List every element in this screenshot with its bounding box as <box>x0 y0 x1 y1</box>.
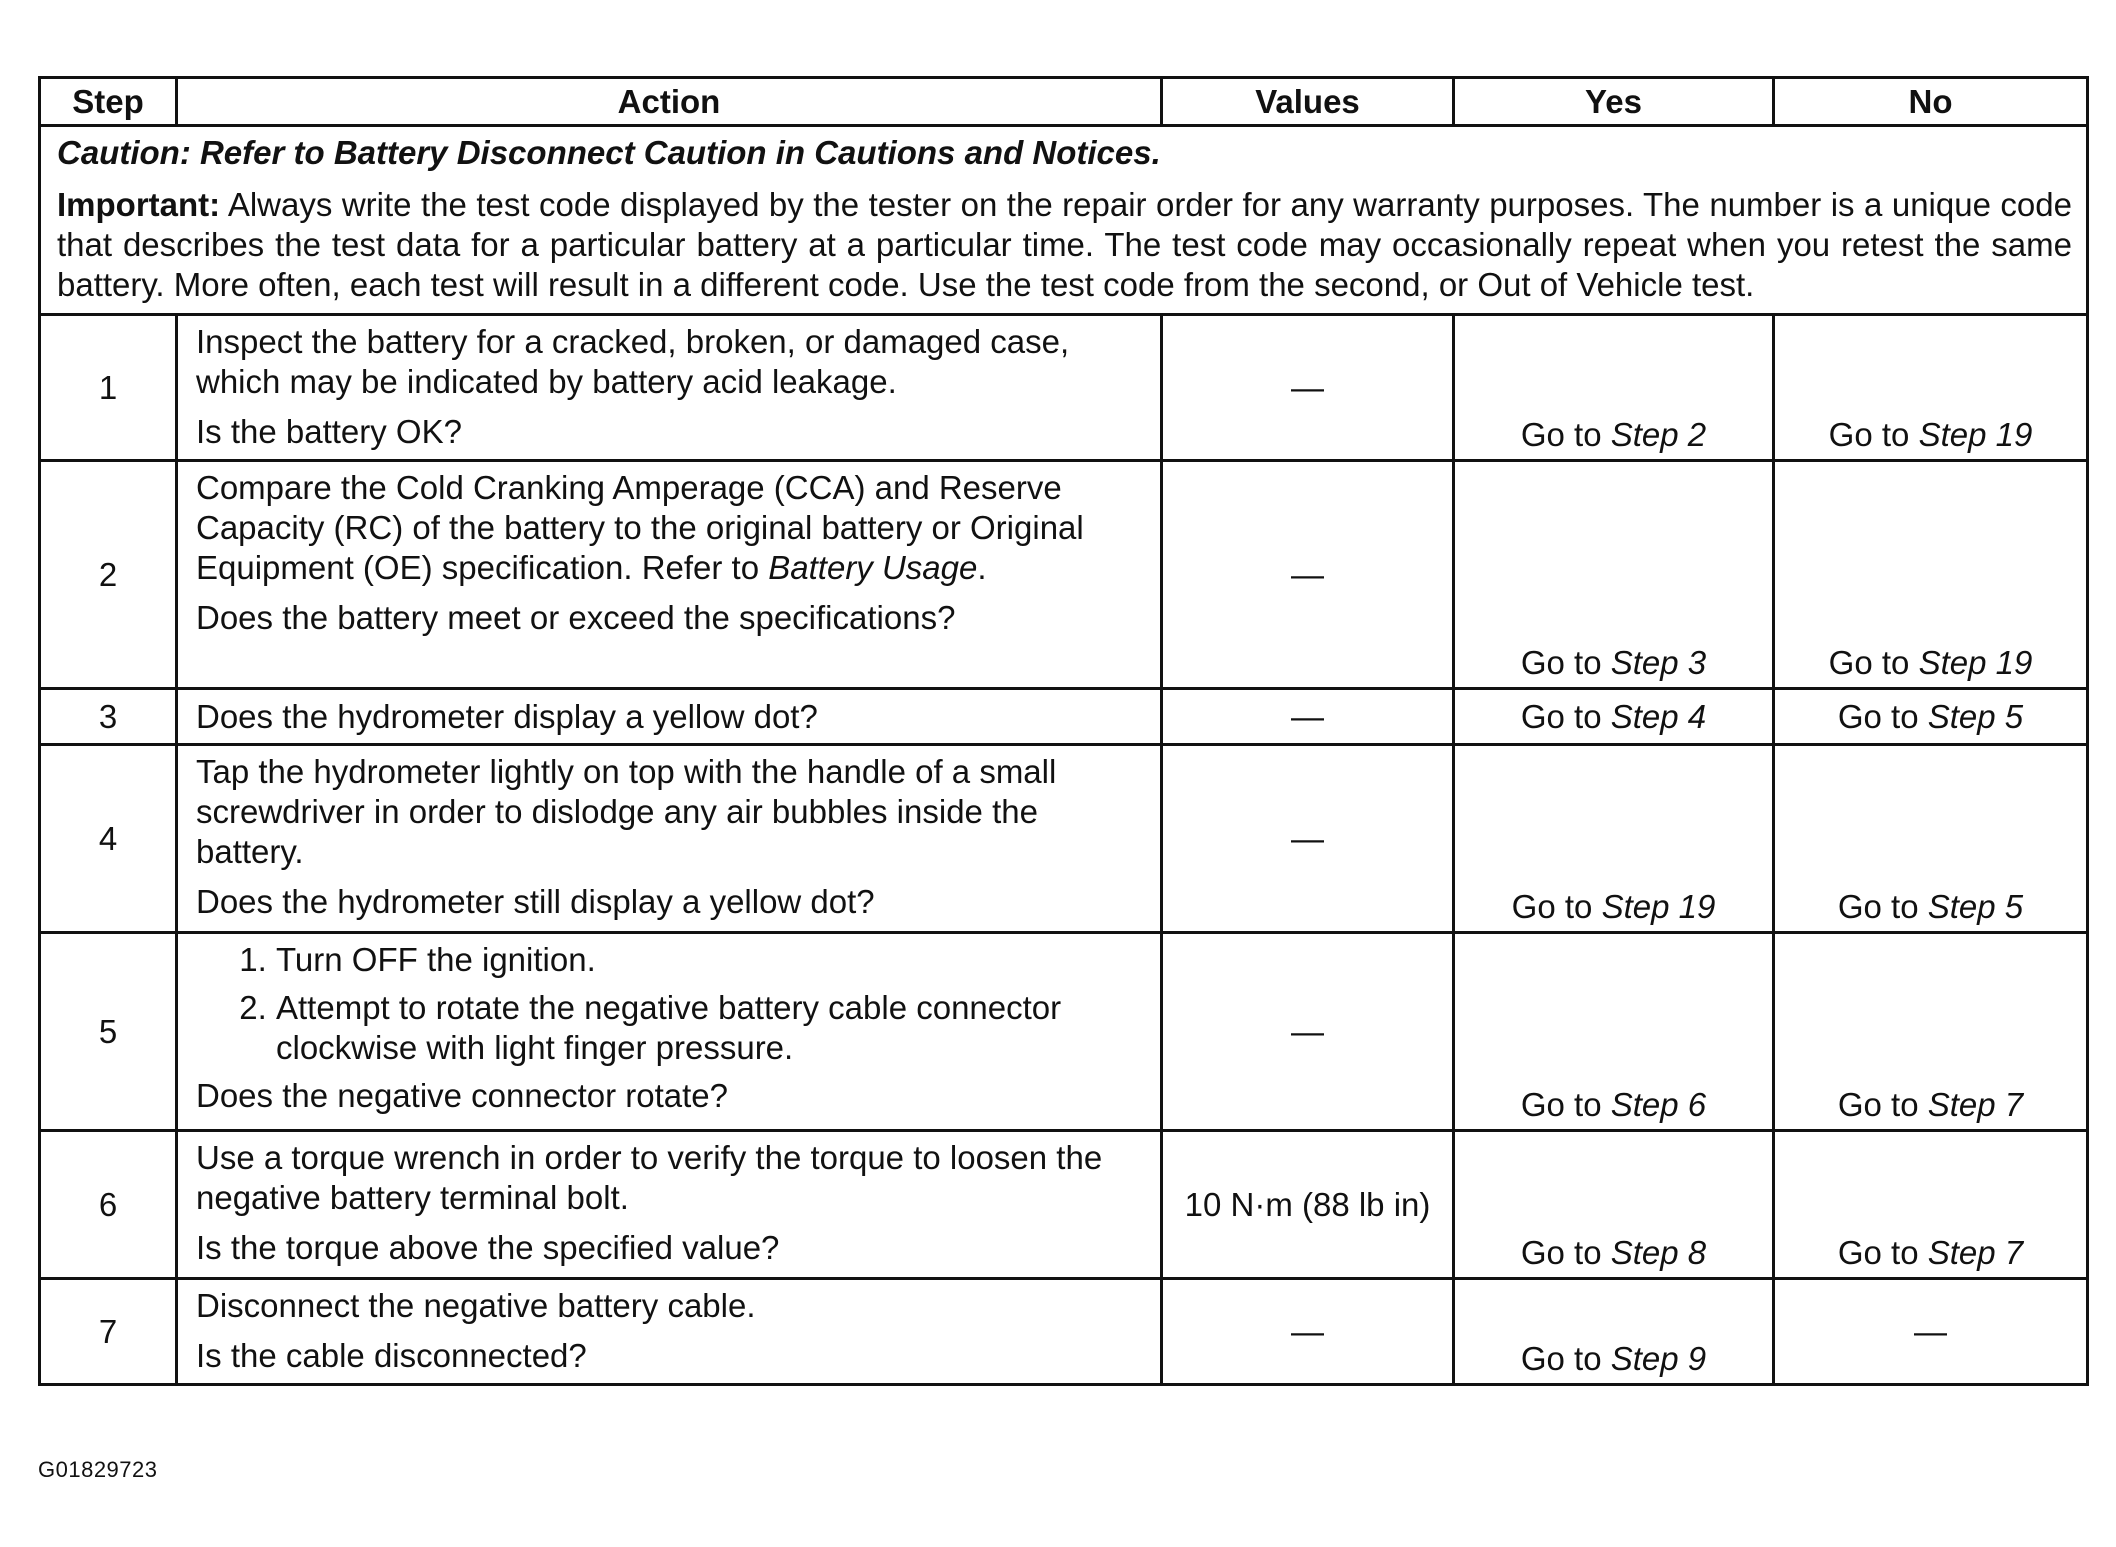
action-question: Is the torque above the specified value? <box>196 1229 780 1266</box>
go-to-prefix: Go to <box>1837 1234 1919 1271</box>
header-yes: Yes <box>1454 78 1774 126</box>
go-to-prefix: Go to <box>1837 888 1919 925</box>
header-row <box>40 78 2088 126</box>
yes-cell <box>1454 1279 1774 1385</box>
no-cell <box>1774 1131 2088 1279</box>
values-cell: 10 N·m (88 lb in) <box>1162 1131 1454 1279</box>
values-cell: — <box>1162 315 1454 461</box>
values-cell: — <box>1162 1279 1454 1385</box>
action-cell <box>177 689 1162 745</box>
go-to-prefix: Go to <box>1828 416 1910 453</box>
no-step-ref: Step 19 <box>1918 644 2033 681</box>
table-row <box>40 933 2088 1131</box>
yes-cell <box>1454 1131 1774 1279</box>
important-label: Important: <box>57 186 221 223</box>
yes-step-ref: Step 19 <box>1601 888 1716 925</box>
important-note <box>57 185 2072 305</box>
values-cell: — <box>1162 689 1454 745</box>
no-cell <box>1774 689 2088 745</box>
yes-step-ref: Step 9 <box>1610 1340 1707 1377</box>
no-cell <box>1774 933 2088 1131</box>
header-step: Step <box>40 78 177 126</box>
intro-row <box>40 126 2088 315</box>
action-text: Use a torque wrench in order to verify the torque to loosen the negative battery terminal bolt. <box>196 1139 1103 1216</box>
no-cell <box>1774 745 2088 933</box>
header-action: Action <box>177 78 1162 126</box>
table-row <box>40 461 2088 689</box>
step-number: 6 <box>40 1131 177 1279</box>
go-to-prefix: Go to <box>1520 416 1602 453</box>
go-to-prefix: Go to <box>1520 697 1602 735</box>
action-cell <box>177 1279 1162 1385</box>
go-to-prefix: Go to <box>1520 644 1602 681</box>
step-number: 5 <box>40 933 177 1131</box>
action-text: Compare the Cold Cranking Amperage (CCA) and Reserve Capacity (RC) of the battery to the original battery or Original Equipment (OE) specification. Refer to Battery Usage. <box>196 469 1084 586</box>
action-text: Inspect the battery for a cracked, broken, or damaged case, which may be indicated by battery acid leakage. <box>196 323 1070 400</box>
no-step-ref: Step 5 <box>1927 888 2024 925</box>
step-number: 4 <box>40 745 177 933</box>
yes-cell <box>1454 745 1774 933</box>
go-to-prefix: Go to <box>1837 697 1919 735</box>
intro-cell <box>40 126 2088 315</box>
header-values: Values <box>1162 78 1454 126</box>
no-step-ref: Step 7 <box>1927 1234 2024 1271</box>
yes-step-ref: Step 8 <box>1610 1234 1707 1271</box>
no-step-ref: Step 7 <box>1927 1086 2024 1123</box>
step-number: 7 <box>40 1279 177 1385</box>
table-row <box>40 315 2088 461</box>
action-cell <box>177 315 1162 461</box>
go-to-prefix: Go to <box>1520 1086 1602 1123</box>
yes-cell <box>1454 933 1774 1131</box>
action-cell <box>177 933 1162 1131</box>
go-to-prefix: Go to <box>1520 1340 1602 1377</box>
action-text: Tap the hydrometer lightly on top with the handle of a small screwdriver in order to dislodge any air bubbles inside the battery. <box>196 753 1057 870</box>
important-text: Always write the test code displayed by the tester on the repair order for any warranty purposes. The number is a unique code that describes the test data for a particular battery at a particular time. The test code may occasionally repeat when you retest the same battery. More often, each test will result in a different code. Use the test code from the second, or Out of Vehicle test. <box>57 186 2072 303</box>
values-cell: — <box>1162 461 1454 689</box>
values-cell: — <box>1162 933 1454 1131</box>
action-question: Does the battery meet or exceed the specifications? <box>196 599 956 636</box>
header-no: No <box>1774 78 2088 126</box>
no-step-ref: Step 5 <box>1927 697 2024 735</box>
action-steps-list <box>196 940 1150 1068</box>
action-text: Disconnect the negative battery cable. <box>196 1287 756 1324</box>
yes-cell <box>1454 315 1774 461</box>
step-number: 3 <box>40 689 177 745</box>
yes-cell <box>1454 461 1774 689</box>
action-question: Is the battery OK? <box>196 413 462 450</box>
table-row <box>40 689 2088 745</box>
yes-step-ref: Step 6 <box>1610 1086 1707 1123</box>
go-to-prefix: Go to <box>1520 1234 1602 1271</box>
go-to-prefix: Go to <box>1828 644 1910 681</box>
action-question: Is the cable disconnected? <box>196 1337 587 1374</box>
yes-step-ref: Step 3 <box>1610 644 1707 681</box>
caution-text: Caution: Refer to Battery Disconnect Caution in Cautions and Notices. <box>57 134 1161 171</box>
step-number: 1 <box>40 315 177 461</box>
action-question: Does the hydrometer still display a yellow dot? <box>196 883 875 920</box>
no-cell <box>1774 315 2088 461</box>
no-cell <box>1774 461 2088 689</box>
table-row <box>40 1279 2088 1385</box>
action-question: Does the negative connector rotate? <box>196 1077 729 1114</box>
yes-step-ref: Step 4 <box>1610 697 1707 735</box>
yes-cell <box>1454 689 1774 745</box>
go-to-prefix: Go to <box>1837 1086 1919 1123</box>
step-number: 2 <box>40 461 177 689</box>
list-item: 2. Attempt to rotate the negative battery cable connector clockwise with light finger pressure. <box>276 988 1150 1068</box>
action-cell <box>177 1131 1162 1279</box>
values-cell: — <box>1162 745 1454 933</box>
diagnostic-table <box>38 76 2089 1386</box>
action-cell <box>177 745 1162 933</box>
no-step-ref: Step 19 <box>1918 416 2033 453</box>
figure-id: G01829723 <box>38 1457 158 1482</box>
list-item: 1. Turn OFF the ignition. <box>276 940 1150 980</box>
action-text-body: Compare the Cold Cranking Amperage (CCA) and Reserve Capacity (RC) of the battery to the original battery or Original Equipment (OE) specification. Refer to <box>196 469 1084 586</box>
table-row <box>40 1131 2088 1279</box>
yes-step-ref: Step 2 <box>1610 416 1707 453</box>
action-question: Does the hydrometer display a yellow dot? <box>196 697 818 735</box>
table-row <box>40 745 2088 933</box>
action-reference: Battery Usage <box>768 549 978 586</box>
no-cell: — <box>1774 1279 2088 1385</box>
action-cell <box>177 461 1162 689</box>
go-to-prefix: Go to <box>1511 888 1593 925</box>
